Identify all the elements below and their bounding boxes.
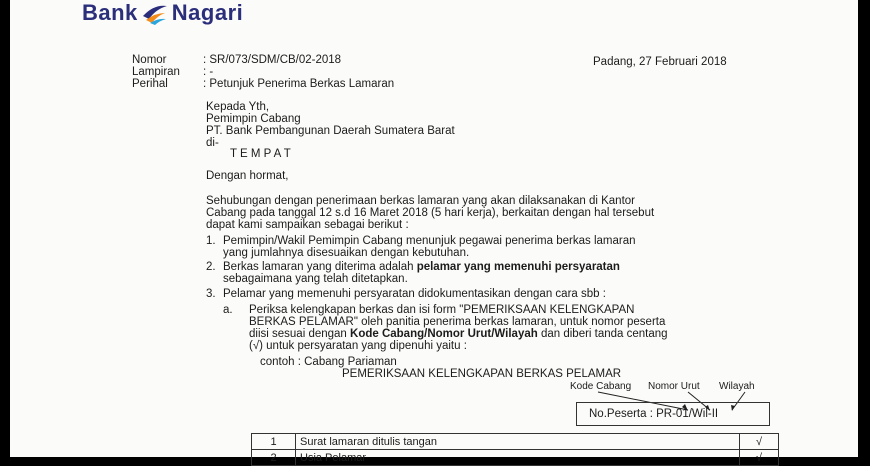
label-wilayah: Wilayah [719,381,755,392]
perihal-label: Perihal [132,78,168,90]
intro-line: Sehubungan dengan penerimaan berkas lamaran yang akan dilaksanakan di Kantor [206,195,635,207]
letter-page [10,0,858,464]
addressee-place: T E M P A T [230,148,291,160]
item-number: 3. [206,288,216,300]
subitem-text: diisi sesuai dengan Kode Cabang/Nomor Urut/Wilayah dan diberi tanda centang [249,328,668,340]
greeting: Dengan hormat, [206,170,289,182]
logo-word-bank: Bank [82,0,138,25]
row-item: Usia Pelamar [296,450,740,466]
item-text: sebagaimana yang telah ditetapkan. [223,273,408,285]
item-text: Pemimpin/Wakil Pemimpin Cabang menunjuk pegawai penerima berkas lamaran [223,235,636,247]
addressee-line: Pemimpin Cabang [206,113,301,125]
nomor-value: : SR/073/SDM/CB/02-2018 [203,54,342,66]
peserta-number: No.Peserta : PR-01/Wil-II [589,408,719,420]
lampiran-value: : - [203,66,214,78]
table-row [252,434,779,450]
item-text: Pelamar yang memenuhi persyaratan didokumentasikan dengan cara sbb : [223,288,606,300]
row-check: √ [740,434,779,450]
logo-word-nagari: Nagari [171,0,244,25]
subitem-text: BERKAS PELAMAR" oleh panitia penerima berkas lamaran, untuk nomor peserta [249,316,666,328]
perihal-value: : Petunjuk Penerima Berkas Lamaran [203,78,395,90]
item-text: yang jumlahnya disesuaikan dengan kebutuhan. [223,247,470,259]
bank-logo [82,0,243,26]
row-number: 2 [252,450,296,466]
row-number: 1 [252,434,296,450]
place-date: Padang, 27 Februari 2018 [593,56,727,68]
row-item: Surat lamaran ditulis tangan [296,434,740,450]
peserta-number-box [576,402,770,426]
addressee-line: di- [206,137,219,149]
subitem-text: Periksa kelengkapan berkas dan isi form "PEMERIKSAAN KELENGKAPAN [249,304,635,316]
item-number: 1. [206,235,216,247]
addressee-line: Kepada Yth, [206,101,270,113]
intro-line: Cabang pada tanggal 12 s.d 16 Maret 2018 (5 hari kerja), berkaitan dengan hal tersebut [206,207,655,219]
addressee-line: PT. Bank Pembangunan Daerah Sumatera Barat [206,125,455,137]
lampiran-label: Lampiran [132,66,180,78]
subitem-text: (√) untuk persyaratan yang dipenuhi yaitu : [249,340,467,352]
example-label: contoh : Cabang Pariaman [260,356,397,368]
item-number: 2. [206,261,216,273]
subitem-letter: a. [223,304,233,316]
item-text: Berkas lamaran yang diterima adalah pelamar yang memenuhi persyaratan [223,261,620,273]
label-kode-cabang: Kode Cabang [570,381,632,392]
intro-line: dapat kami sampaikan sebagai berikut : [206,219,409,231]
checklist-table [251,433,779,466]
table-row [252,450,779,466]
label-nomor-urut: Nomor Urut [648,381,700,392]
nomor-label: Nomor [132,54,167,66]
form-title: PEMERIKSAAN KELENGKAPAN BERKAS PELAMAR [342,368,622,380]
bank-nagari-swoosh-icon [140,1,170,25]
row-check: √ [740,450,779,466]
